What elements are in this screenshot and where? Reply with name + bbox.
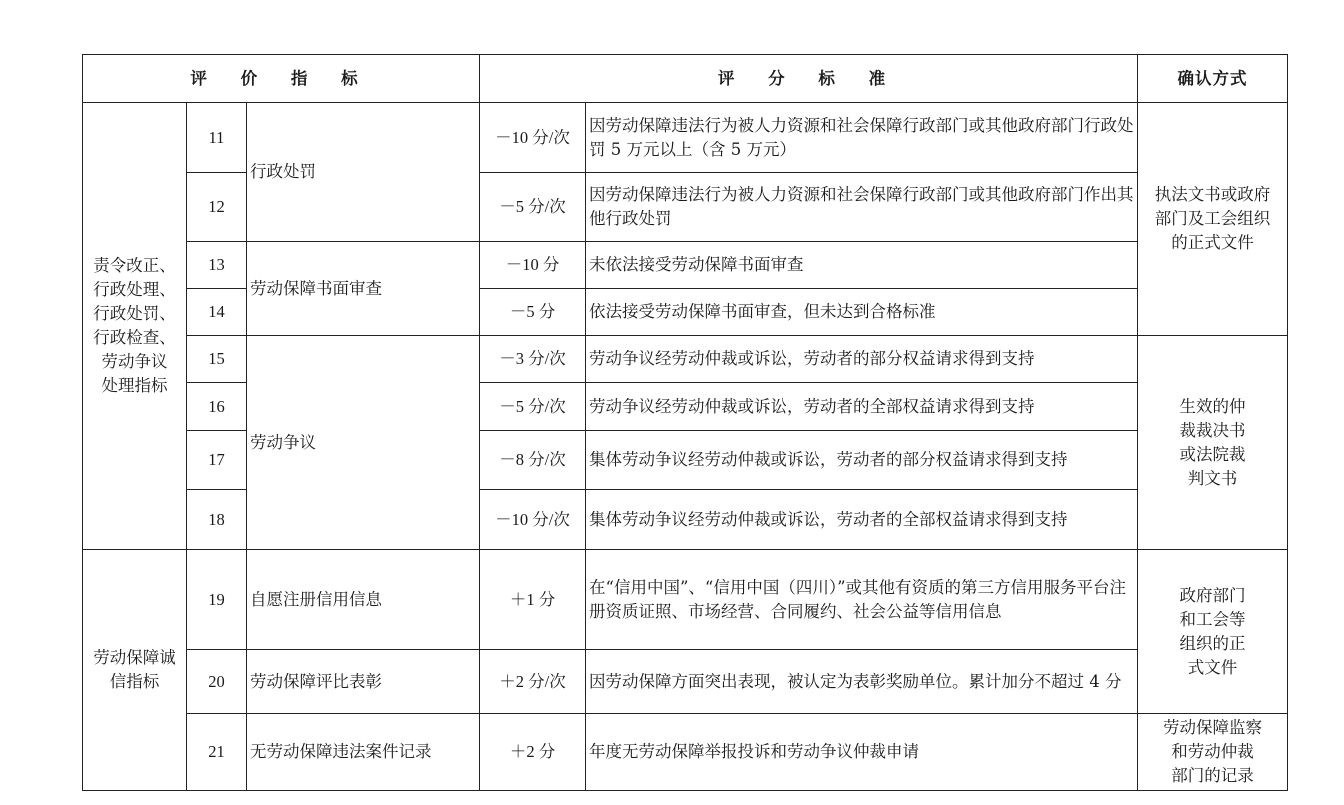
table-row <box>83 550 1288 650</box>
header-indicator: 评 价 指 标 <box>83 55 480 103</box>
item-standard: 因劳动保障方面突出表现，被认定为表彰奖励单位。累计加分不超过 4 分 <box>586 650 1138 714</box>
category-cell <box>83 103 187 550</box>
confirm-line: 裁裁决书 <box>1179 420 1246 440</box>
category-line: 行政处罚、 <box>93 304 176 323</box>
indicator-name: 劳动保障书面审查 <box>247 242 480 336</box>
item-score: －8 分/次 <box>480 431 586 490</box>
item-number: 21 <box>187 714 247 791</box>
confirm-line: 组织的正 <box>1179 633 1246 653</box>
item-standard: 依法接受劳动保障书面审查，但未达到合格标准 <box>586 289 1138 336</box>
indicator-name: 行政处罚 <box>247 103 480 242</box>
header-confirm: 确认方式 <box>1138 55 1288 103</box>
confirm-line: 生效的仲 <box>1179 396 1246 416</box>
confirm-line: 部门的记录 <box>1171 766 1254 785</box>
category-line: 劳动争议 <box>101 352 168 371</box>
category-line: 处理指标 <box>101 376 168 395</box>
category-line: 劳动保障诚 <box>93 648 176 667</box>
item-standard: 因劳动保障违法行为被人力资源和社会保障行政部门或其他政府部门作出其他行政处罚 <box>586 173 1138 242</box>
item-score: －5 分 <box>480 289 586 336</box>
confirm-method <box>1138 103 1288 336</box>
table-row <box>83 714 1288 791</box>
category-line: 责令改正、 <box>93 256 176 275</box>
item-number: 17 <box>187 431 247 490</box>
evaluation-table <box>82 54 1288 791</box>
confirm-line: 部门及工会组织 <box>1154 209 1271 228</box>
confirm-method <box>1138 336 1288 550</box>
item-score: －3 分/次 <box>480 336 586 383</box>
category-line: 信指标 <box>109 672 160 691</box>
confirm-line: 判文书 <box>1187 468 1238 488</box>
confirm-line: 和劳动仲裁 <box>1171 742 1254 761</box>
item-standard: 劳动争议经劳动仲裁或诉讼，劳动者的全部权益请求得到支持 <box>586 383 1138 431</box>
confirm-line: 政府部门 <box>1179 585 1246 605</box>
item-standard: 集体劳动争议经劳动仲裁或诉讼，劳动者的全部权益请求得到支持 <box>586 490 1138 550</box>
item-standard: 未依法接受劳动保障书面审查 <box>586 242 1138 289</box>
item-number: 20 <box>187 650 247 714</box>
item-number: 14 <box>187 289 247 336</box>
item-number: 19 <box>187 550 247 650</box>
confirm-method <box>1138 550 1288 714</box>
confirm-method <box>1138 714 1288 791</box>
item-number: 11 <box>187 103 247 173</box>
table-row <box>83 650 1288 714</box>
confirm-line: 劳动保障监察 <box>1163 718 1263 737</box>
indicator-name: 劳动保障评比表彰 <box>247 650 480 714</box>
confirm-line: 和工会等 <box>1179 609 1246 629</box>
item-standard: 年度无劳动保障举报投诉和劳动争议仲裁申请 <box>586 714 1138 791</box>
table-row <box>83 336 1288 383</box>
item-score: －5 分/次 <box>480 173 586 242</box>
category-line: 行政检查、 <box>93 328 176 347</box>
confirm-line: 执法文书或政府 <box>1154 185 1271 204</box>
item-score: －5 分/次 <box>480 383 586 431</box>
item-score: ＋1 分 <box>480 550 586 650</box>
item-standard: 集体劳动争议经劳动仲裁或诉讼，劳动者的部分权益请求得到支持 <box>586 431 1138 490</box>
item-score: －10 分 <box>480 242 586 289</box>
item-score: －10 分/次 <box>480 103 586 173</box>
item-standard: 因劳动保障违法行为被人力资源和社会保障行政部门或其他政府部门行政处罚 5 万元以上（含 5 万元） <box>586 103 1138 173</box>
item-number: 12 <box>187 173 247 242</box>
table-row <box>83 103 1288 173</box>
item-number: 18 <box>187 490 247 550</box>
item-score: ＋2 分 <box>480 714 586 791</box>
item-score: －10 分/次 <box>480 490 586 550</box>
indicator-name: 无劳动保障违法案件记录 <box>247 714 480 791</box>
confirm-line: 式文件 <box>1187 657 1238 677</box>
item-number: 15 <box>187 336 247 383</box>
table-row <box>83 242 1288 289</box>
header-standard: 评 分 标 准 <box>480 55 1138 103</box>
item-number: 16 <box>187 383 247 431</box>
item-standard: 劳动争议经劳动仲裁或诉讼，劳动者的部分权益请求得到支持 <box>586 336 1138 383</box>
confirm-line: 的正式文件 <box>1171 233 1254 252</box>
item-number: 13 <box>187 242 247 289</box>
category-cell <box>83 550 187 791</box>
confirm-line: 或法院裁 <box>1179 444 1246 464</box>
category-line: 行政处理、 <box>93 280 176 299</box>
indicator-name: 自愿注册信用信息 <box>247 550 480 650</box>
item-standard: 在“信用中国”、“信用中国（四川）”或其他有资质的第三方信用服务平台注册资质证照、市场经营、合同履约、社会公益等信用信息 <box>586 550 1138 650</box>
indicator-name: 劳动争议 <box>247 336 480 550</box>
item-score: ＋2 分/次 <box>480 650 586 714</box>
header-row <box>83 55 1288 103</box>
